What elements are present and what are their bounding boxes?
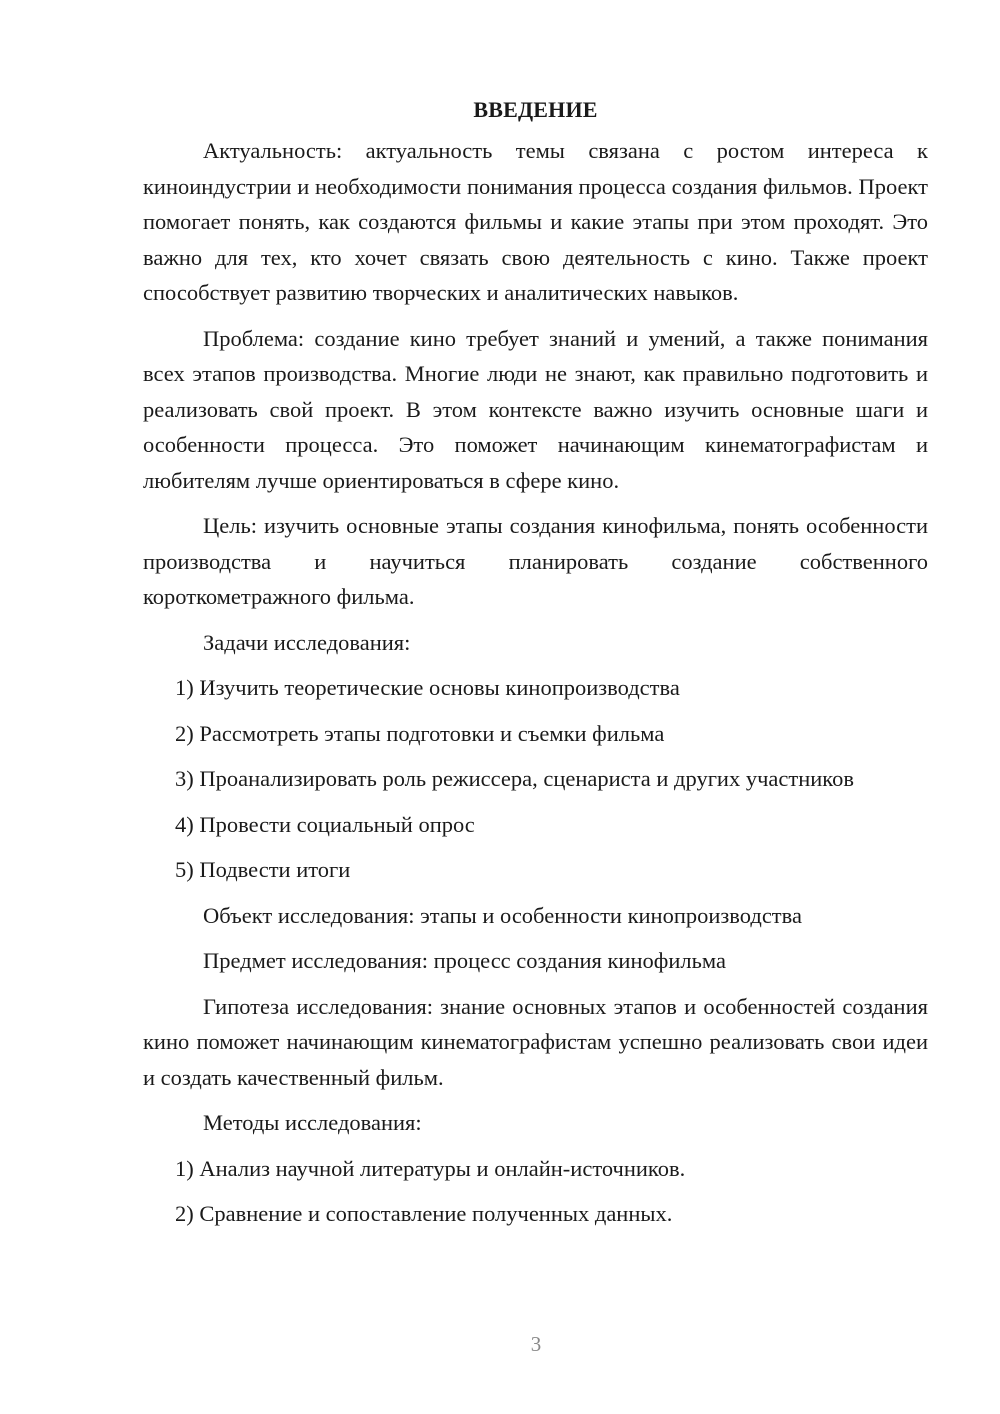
list-item: 4) Провести социальный опрос <box>175 811 475 837</box>
methods-list <box>143 1151 928 1232</box>
problem-paragraph: Проблема: создание кино требует знаний и умений, а также понимания всех этапов производства. Многие люди не знают, как правильно подготовить и реализовать свой проект. В этом контексте важно изучить основные шаги и особенности процесса. Это поможет начинающим кинематографистам и любителям лучше ориентироваться в сфере кино. <box>143 325 928 493</box>
goal-paragraph: Цель: изучить основные этапы создания кинофильма, понять особенности производства и научиться планировать создание собственного короткометражного фильма. <box>143 513 928 609</box>
list-item: 2) Рассмотреть этапы подготовки и съемки фильма <box>175 720 665 746</box>
page-number: 3 <box>530 1332 542 1356</box>
object-line: Объект исследования: этапы и особенности кинопроизводства <box>203 902 802 928</box>
tasks-heading: Задачи исследования: <box>203 629 411 655</box>
list-item: 1) Анализ научной литературы и онлайн-источников. <box>175 1155 686 1181</box>
document-page <box>143 95 928 1242</box>
hypothesis-paragraph: Гипотеза исследования: знание основных этапов и особенностей создания кино поможет начинающим кинематографистам успешно реализовать свои идеи и создать качественный фильм. <box>143 993 928 1090</box>
tasks-list <box>143 670 928 888</box>
relevance-paragraph: Актуальность: актуальность темы связана с ростом интереса к киноиндустрии и необходимости понимания процесса создания фильмов. Проект помогает понять, как создаются фильмы и какие этапы при этом проходят. Это важно для тех, кто хочет связать свою деятельность с кино. Также проект способствует развитию творческих и аналитических навыков. <box>143 138 928 305</box>
list-item: 5) Подвести итоги <box>175 857 351 882</box>
list-item: 2) Сравнение и сопоставление полученных данных. <box>175 1201 673 1226</box>
list-item: 3) Проанализировать роль режиссера, сценариста и других участников <box>175 766 854 791</box>
list-item: 1) Изучить теоретические основы кинопроизводства <box>175 675 680 700</box>
section-title: ВВЕДЕНИЕ <box>473 97 598 122</box>
subject-line: Предмет исследования: процесс создания кинофильма <box>203 948 726 973</box>
methods-heading: Методы исследования: <box>203 1110 422 1135</box>
